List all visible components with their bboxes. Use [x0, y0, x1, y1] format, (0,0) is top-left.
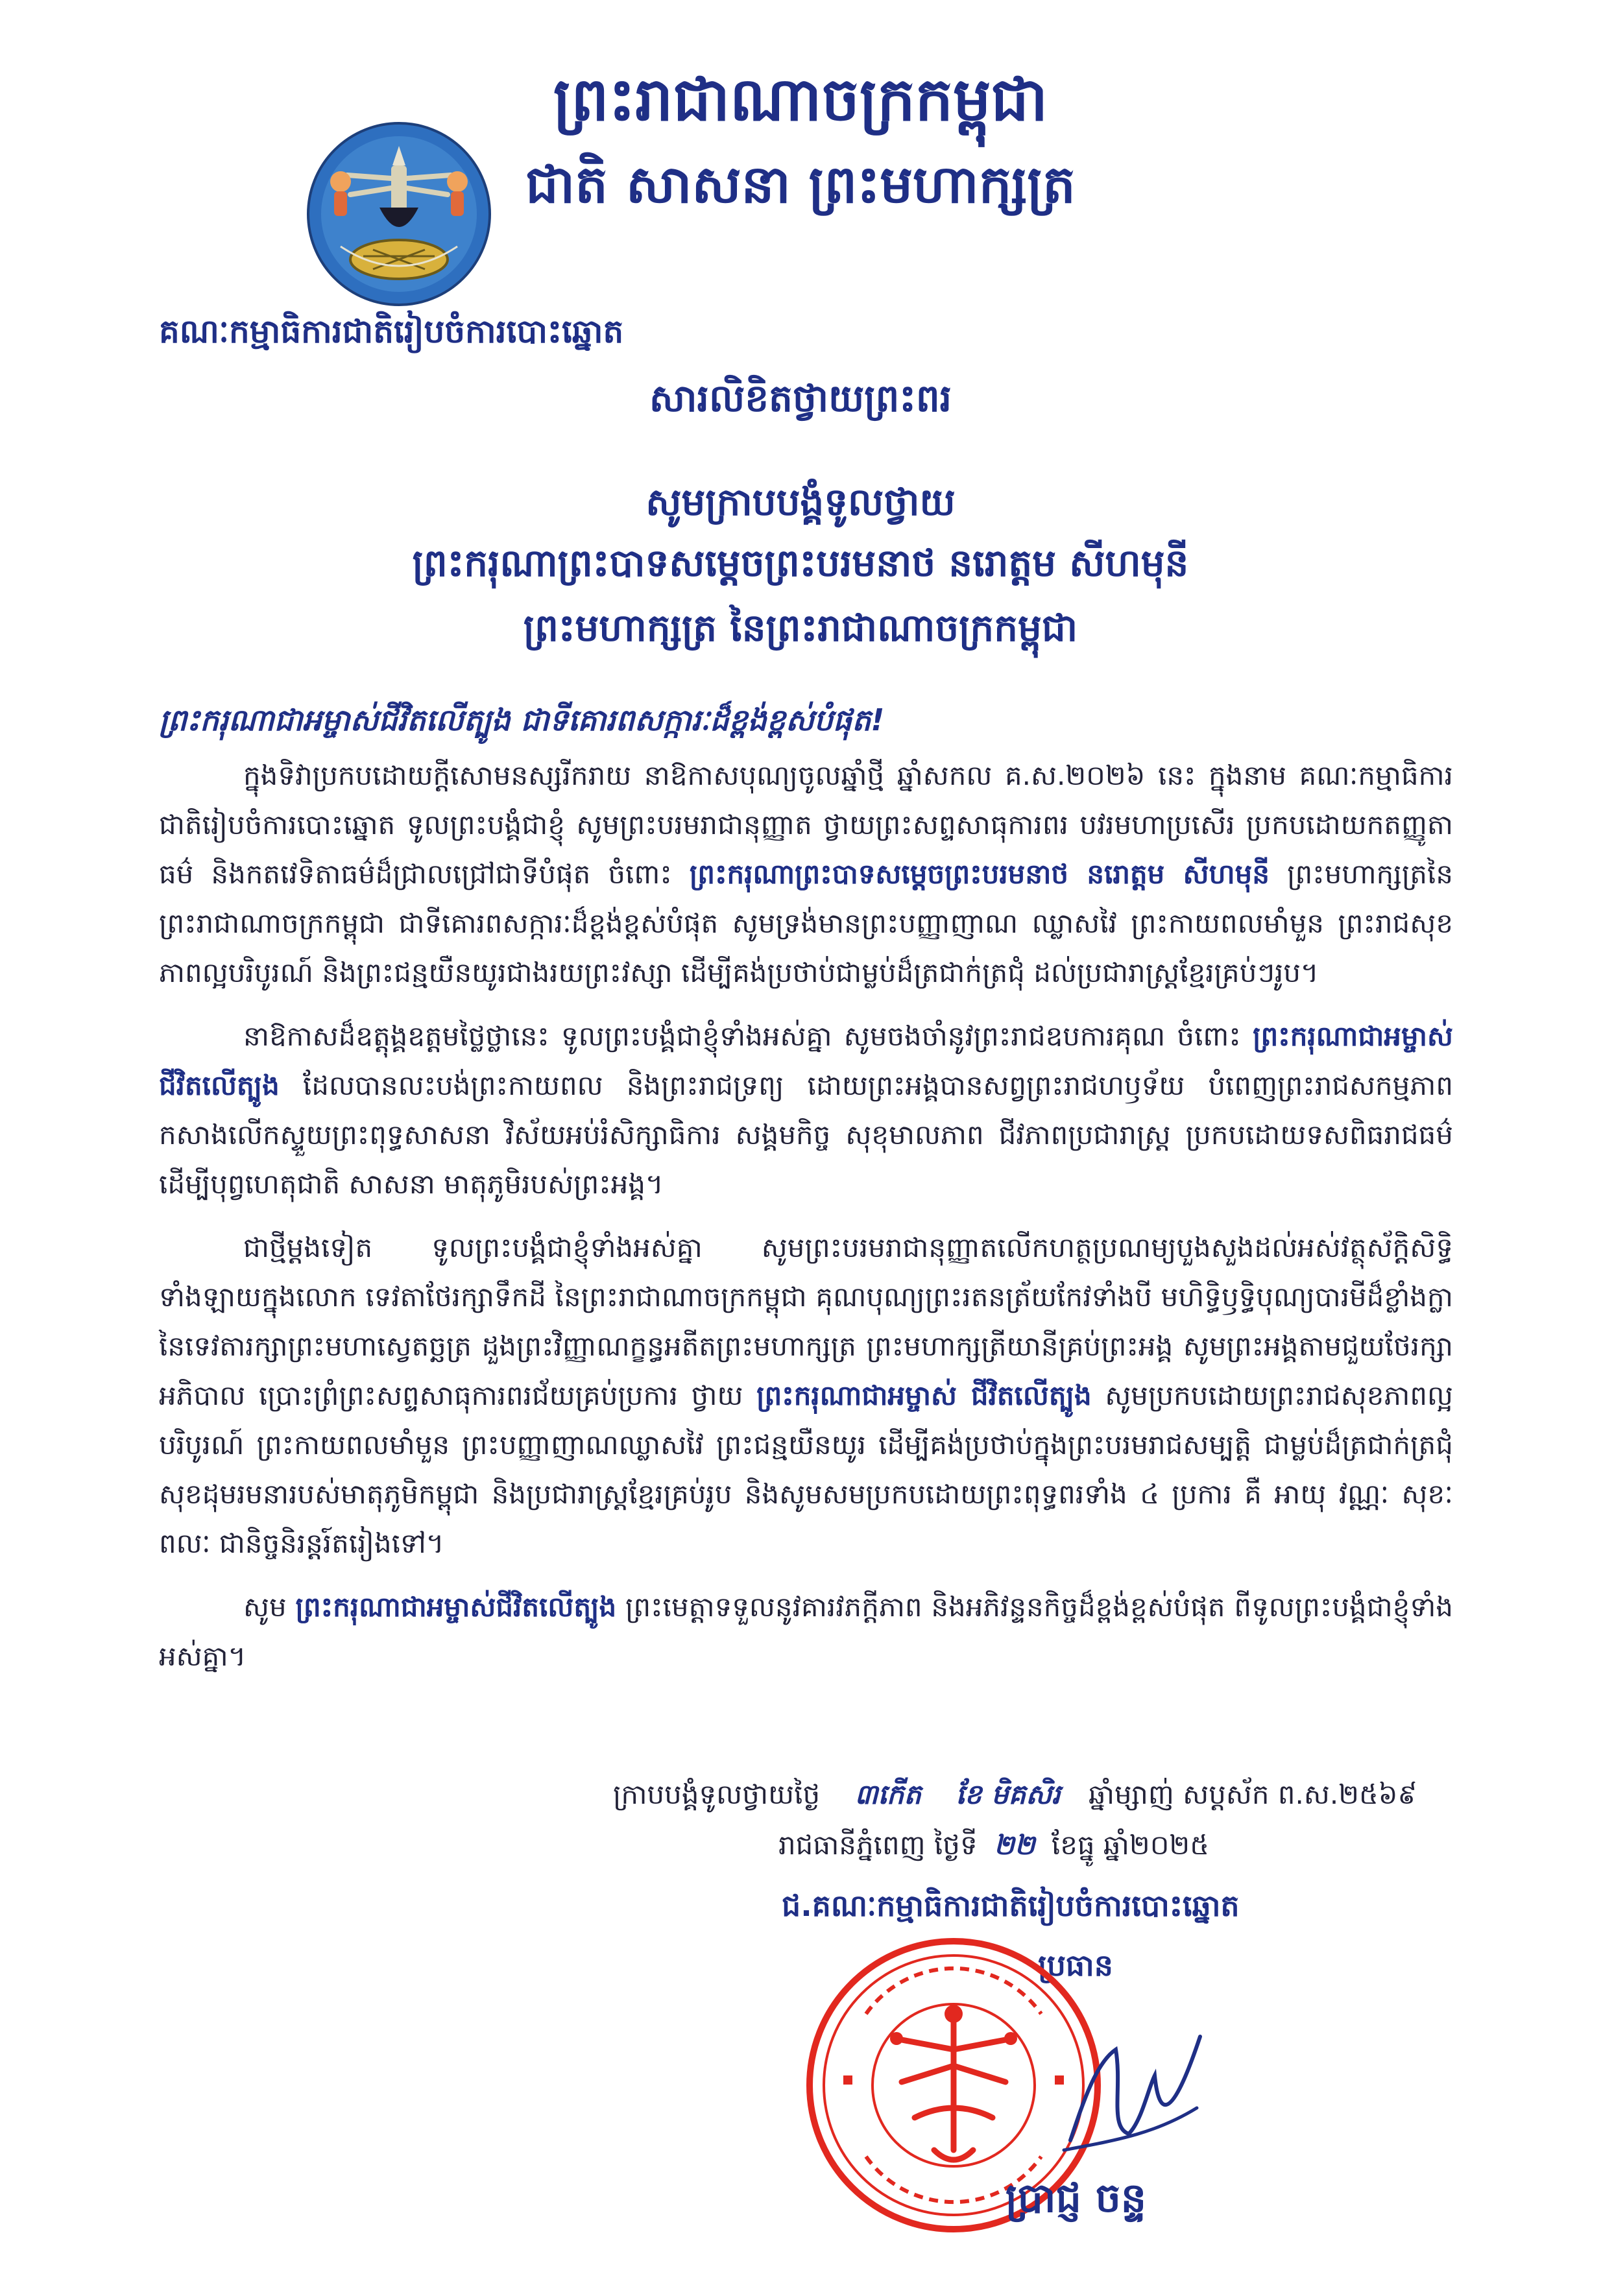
solar-date-prefix: រាជធានីភ្នំពេញ ថ្ងៃទី: [778, 1829, 978, 1861]
paragraph-1: [159, 751, 1453, 998]
lunar-day: ៣កើត: [854, 1778, 922, 1810]
organization-name: គណៈកម្មាធិការជាតិរៀបចំការបោះឆ្នោត: [159, 313, 624, 350]
lunar-date-line: [613, 1777, 1417, 1817]
signature-icon: [1044, 2011, 1213, 2166]
solar-date-line: [778, 1828, 1209, 1868]
paragraph-4: [159, 1583, 1453, 1681]
king-title-1: ព្រះករុណាព្រះបាទសម្តេចព្រះបរមនាថ នរោត្តម សីហមុនី: [689, 858, 1270, 890]
paragraph-4-text-c: ព្រះមេត្តាទទួលនូវគារវភក្តីភាព និងអភិវន្ទនកិច្ចដ៏ខ្ពង់ខ្ពស់បំផុត ពីទូលព្រះបង្គំជាខ្ញុំទាំងអស់គ្នា។: [159, 1591, 1453, 1672]
lunar-month: ខែ មិគសិរ: [956, 1778, 1061, 1810]
paragraph-2-text-c: ដែលបានលះបង់ព្រះកាយពល និងព្រះរាជទ្រព្យ ដោយព្រះអង្គបានសព្វព្រះរាជហឫទ័យ បំពេញព្រះរាជសកម្មភាព កសាងលើកស្ទួយព្រះពុទ្ធសាសនា វិស័យអប់រំសិក្សាធិការ សង្គមកិច្ច សុខុមាលភាព ជីវភាពប្រជារាស្ត្រ ប្រកបដោយទសពិធរាជធម៌ ដើម្បីបុព្វហេតុជាតិ សាសនា មាតុភូមិរបស់ព្រះអង្គ។: [159, 1070, 1453, 1200]
paragraph-1-text-c: ព្រះមហាក្សត្រនៃព្រះរាជាណាចក្រកម្ពុជា ជាទីគោរពសក្ការៈដ៏ខ្ពង់ខ្ពស់បំផុត សូមទ្រង់មានព្រះបញ្ញាញាណ ឈ្លាសវៃ ព្រះកាយពលមាំមួន ព្រះរាជសុខភាពល្អបរិបូរណ៍ និងព្រះជន្មយឺនយូរជាងរយព្រះវស្សា ដើម្បីគង់ប្រថាប់ជាម្លប់ដ៏ត្រជាក់ត្រជុំ ដល់ប្រជារាស្ត្រខ្មែរគ្រប់ៗរូប។: [159, 858, 1454, 988]
signatory-title: ប្រធាន: [1038, 1948, 1113, 1983]
lunar-date-prefix: ក្រាបបង្គំទូលថ្វាយថ្ងៃ: [613, 1778, 821, 1810]
paragraph-3-text-a: ជាថ្មីម្តងទៀត ទូលព្រះបង្គំជាខ្ញុំទាំងអស់គ្នា សូមព្រះបរមរាជានុញ្ញាតលើកហត្ថប្រណម្យបួងសួងដល់អស់វត្ថុស័ក្តិសិទ្ធិទាំងឡាយក្នុងលោក ទេវតាថែរក្សាទឹកដី នៃព្រះរាជាណាចក្រកម្ពុជា គុណបុណ្យព្រះរតនត្រ័យកែវទាំងបី មហិទ្ធិឫទ្ធិបុណ្យបារមីដ៏ខ្លាំងក្លានៃទេវតារក្សាព្រះមហាស្វេតច្ឆត្រ ដួងព្រះវិញ្ញាណក្ខន្ធអតីតព្រះមហាក្សត្រ ព្រះមហាក្សត្រីយានីគ្រប់ព្រះអង្គ សូមព្រះអង្គតាមជួយថែរក្សាអភិបាល ប្រោះព្រំព្រះសព្ទសាធុការពរជ័យគ្រប់ប្រការ ថ្វាយ: [159, 1232, 1453, 1411]
paragraph-2: [159, 1012, 1453, 1209]
solar-day: ២២: [993, 1829, 1035, 1861]
paragraph-4-text-a: សូម: [243, 1591, 287, 1623]
document-title: សារលិខិតថ្វាយព្រះពរ: [649, 376, 952, 420]
salutation: ព្រះករុណាជាអម្ចាស់ជីវិតលើត្បូង ជាទីគោរពសក្ការៈដ៏ខ្ពង់ខ្ពស់បំផុត!: [159, 702, 885, 737]
solar-date-suffix: ខែធ្នូ ឆ្នាំ២០២៥: [1051, 1829, 1209, 1861]
paragraph-1-text-a: ក្នុងទិវាប្រកបដោយក្តីសោមនស្សរីករាយ នាឱកាសបុណ្យចូលឆ្នាំថ្មី ឆ្នាំសកល គ.ស.២០២៦ នេះ ក្នុងនាម គណៈកម្មាធិការជាតិរៀបចំការបោះឆ្នោត ទូលព្រះបង្គំជាខ្ញុំ សូមព្រះបរមរាជានុញ្ញាត ថ្វាយព្រះសព្ទសាធុការពរ បវរមហាប្រសើរ ប្រកបដោយកតញ្ញូតាធម៌ និងកតវេទិតាធម៌ដ៏ជ្រាលជ្រៅជាទីបំផុត ចំពោះ: [159, 759, 1453, 890]
paragraph-3: [159, 1223, 1453, 1568]
paragraph-3-text-c: សូមប្រកបដោយព្រះរាជសុខភាពល្អបរិបូរណ៍ ព្រះកាយពលមាំមួន ព្រះបញ្ញាញាណឈ្លាសវៃ ព្រះជន្មយឺនយូរ ដើម្បីគង់ប្រថាប់ក្នុងព្រះបរមរាជសម្បត្តិ ជាម្លប់ដ៏ត្រជាក់ត្រជុំសុខដុមរមនារបស់មាតុភូមិកម្ពុជា និងប្រជារាស្ត្រខ្មែរគ្រប់រូប និងសូមសមប្រកបដោយព្រះពុទ្ធពរទាំង ៤ ប្រការ គឺ អាយុ វណ្ណៈ សុខៈ ពលៈ ជានិច្ចនិរន្តរ៍តរៀងទៅ។: [159, 1380, 1454, 1559]
handwritten-signature: [1044, 2011, 1213, 2166]
paragraph-2-text-a: នាឱកាសដ៏ឧត្តុង្គឧត្តមថ្លៃថ្លានេះ ទូលព្រះបង្គំជាខ្ញុំទាំងអស់គ្នា សូមចងចាំនូវព្រះរាជឧបការគុណ ចំពោះ: [243, 1020, 1241, 1052]
signatory-name: ប្រាជ្ញ ចន្ទ: [1005, 2174, 1147, 2221]
king-title-3: ព្រះករុណាជាអម្ចាស់ ជីវិតលើត្បូង: [756, 1380, 1092, 1411]
national-motto: ជាតិ សាសនា ព្រះមហាក្សត្រ: [525, 154, 1076, 215]
signatory-organization: ជ.គណៈកម្មាធិការជាតិរៀបចំការបោះឆ្នោត: [782, 1888, 1240, 1923]
kingdom-heading: ព្រះរាជាណាចក្រកម្ពុជា: [553, 64, 1048, 134]
king-title-4: ព្រះករុណាជាអម្ចាស់ជីវិតលើត្បូង: [295, 1591, 617, 1623]
king-title-2: ព្រះករុណាជាអម្ចាស់ជីវិតលើត្បូង: [159, 1020, 1453, 1101]
address-line-3: ព្រះមហាក្សត្រ នៃព្រះរាជាណាចក្រកម្ពុជា: [523, 606, 1078, 650]
lunar-date-suffix: ឆ្នាំម្សាញ់ សប្តស័ក ព.ស.២៥៦៩: [1089, 1778, 1417, 1810]
address-line-2: ព្រះករុណាព្រះបាទសម្តេចព្រះបរមនាថ នរោត្តម សីហមុនី: [412, 541, 1189, 585]
address-line-1: សូមក្រាបបង្គំទូលថ្វាយ: [645, 480, 956, 524]
letter-body: [159, 751, 1453, 1681]
